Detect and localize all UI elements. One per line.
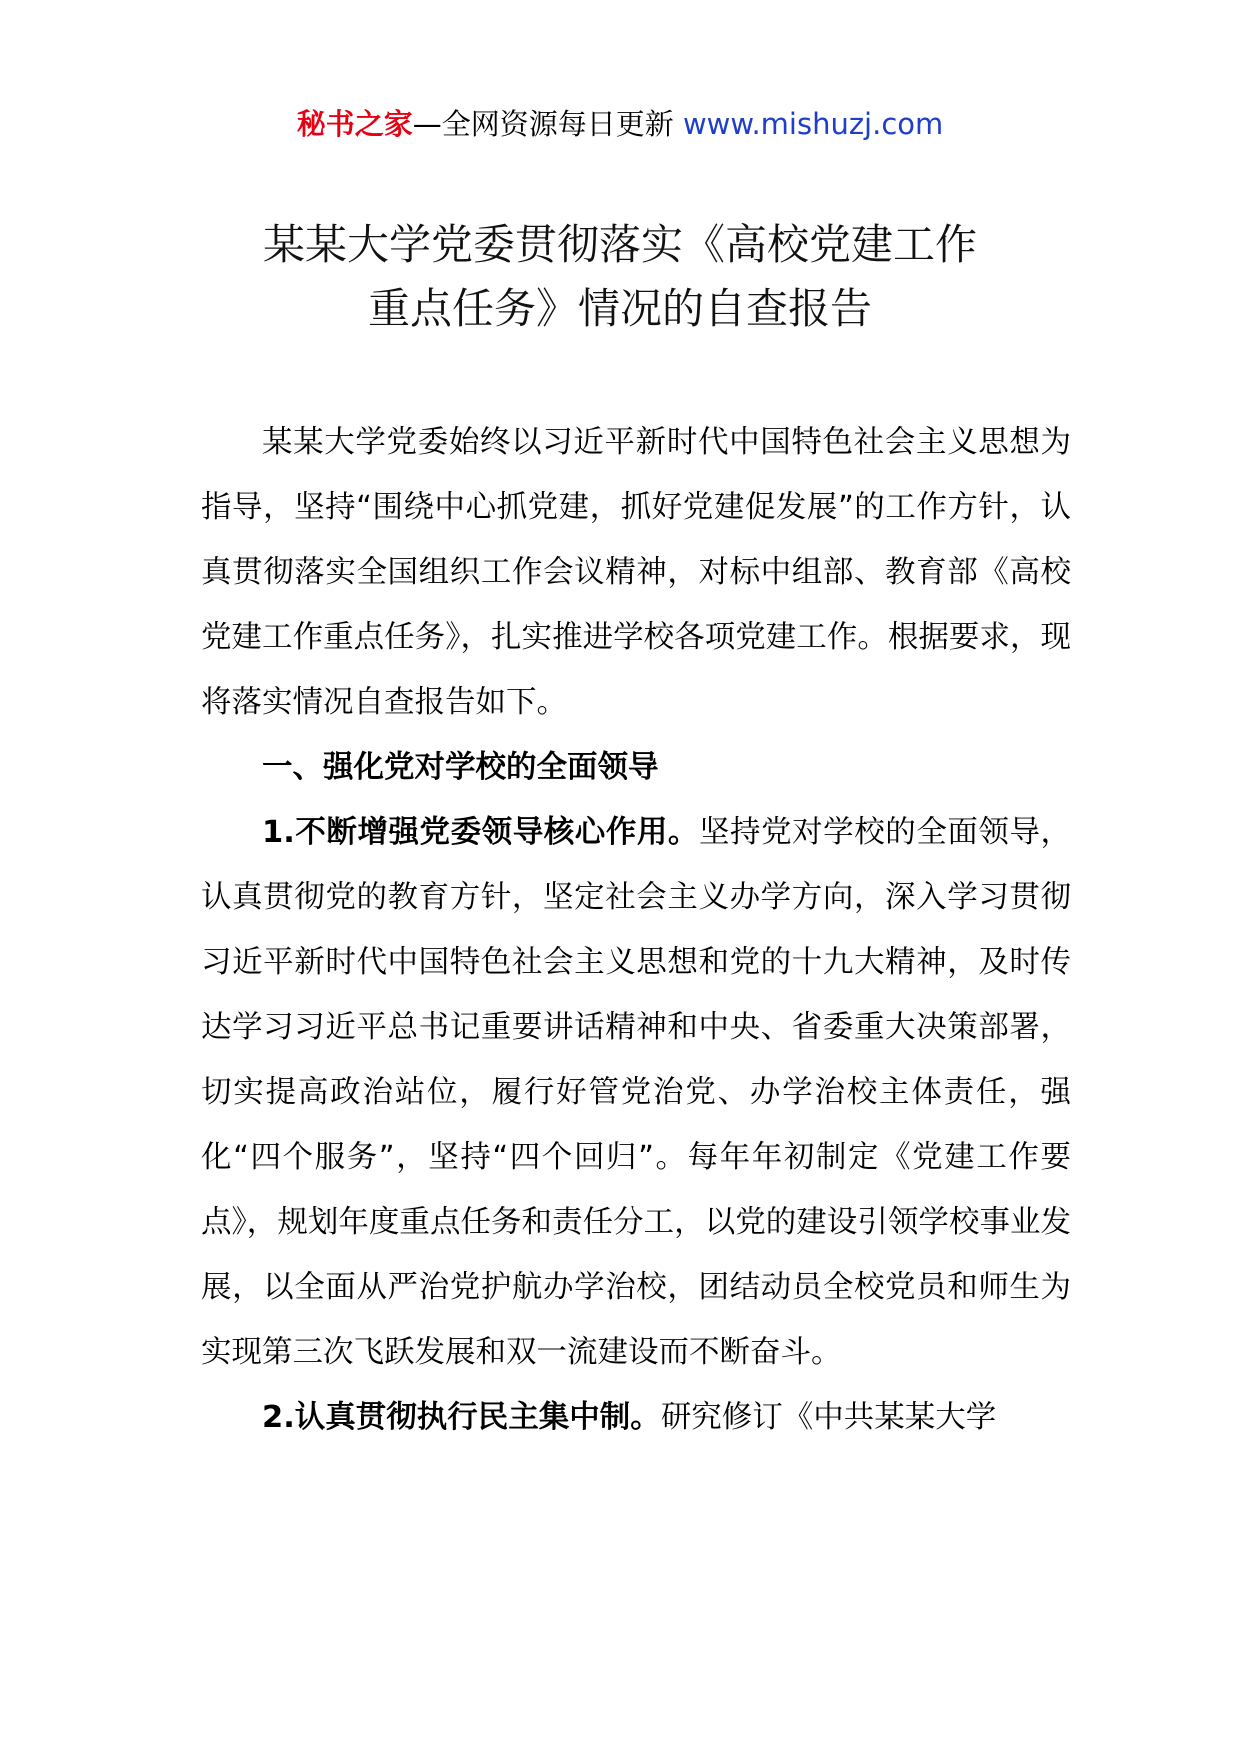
site-brand-name: 秘书之家 (296, 107, 413, 141)
item-1-paragraph (201, 800, 1071, 1385)
site-header (0, 98, 1240, 150)
site-url-link[interactable]: www.mishuzj.com (682, 107, 944, 141)
document-title-line-2: 重点任务》情况的自查报告 (367, 284, 872, 333)
section-heading-1: 一、强化党对学校的全面领导 (262, 750, 659, 785)
site-tagline: —全网资源每日更新 (412, 107, 674, 141)
item-1-text: 坚持党对学校的全面领导，认真贯彻党的教育方针，坚定社会主义办学方向，深入学习贯彻习近平新时代中国特色社会主义思想和党的十九大精神，及时传达学习习近平总书记重要讲话精神和中央、省委重大决策部署，切实提高政治站位，履行好管党治党、办学治校主体责任，强化“四个服务”，坚持“四个回归”。每年年初制定《党建工作要点》，规划年度重点任务和责任分工，以党的建设引领学校事业发展，以全面从严治党护航办学治校，团结动员全校党员和师生为实现第三次飞跃发展和双一流建设而不断奋斗。 (201, 815, 1072, 1370)
item-1-lead: 1.不断增强党委领导核心作用。 (262, 815, 699, 850)
document-body (201, 410, 1071, 1450)
document-title (150, 213, 1090, 341)
intro-paragraph: 某某大学党委始终以习近平新时代中国特色社会主义思想为指导，坚持“围绕中心抓党建，抓好党建促发展”的工作方针，认真贯彻落实全国组织工作会议精神，对标中组部、教育部《高校党建工作重点任务》，扎实推进学校各项党建工作。根据要求，现将落实情况自查报告如下。 (201, 425, 1071, 720)
document-title-line-1: 某某大学党委贯彻落实《高校党建工作 (262, 220, 977, 269)
item-2-paragraph (201, 1385, 1071, 1450)
item-2-text: 研究修订《中共某某大学 (660, 1400, 997, 1435)
item-2-lead: 2.认真贯彻执行民主集中制。 (262, 1400, 661, 1435)
